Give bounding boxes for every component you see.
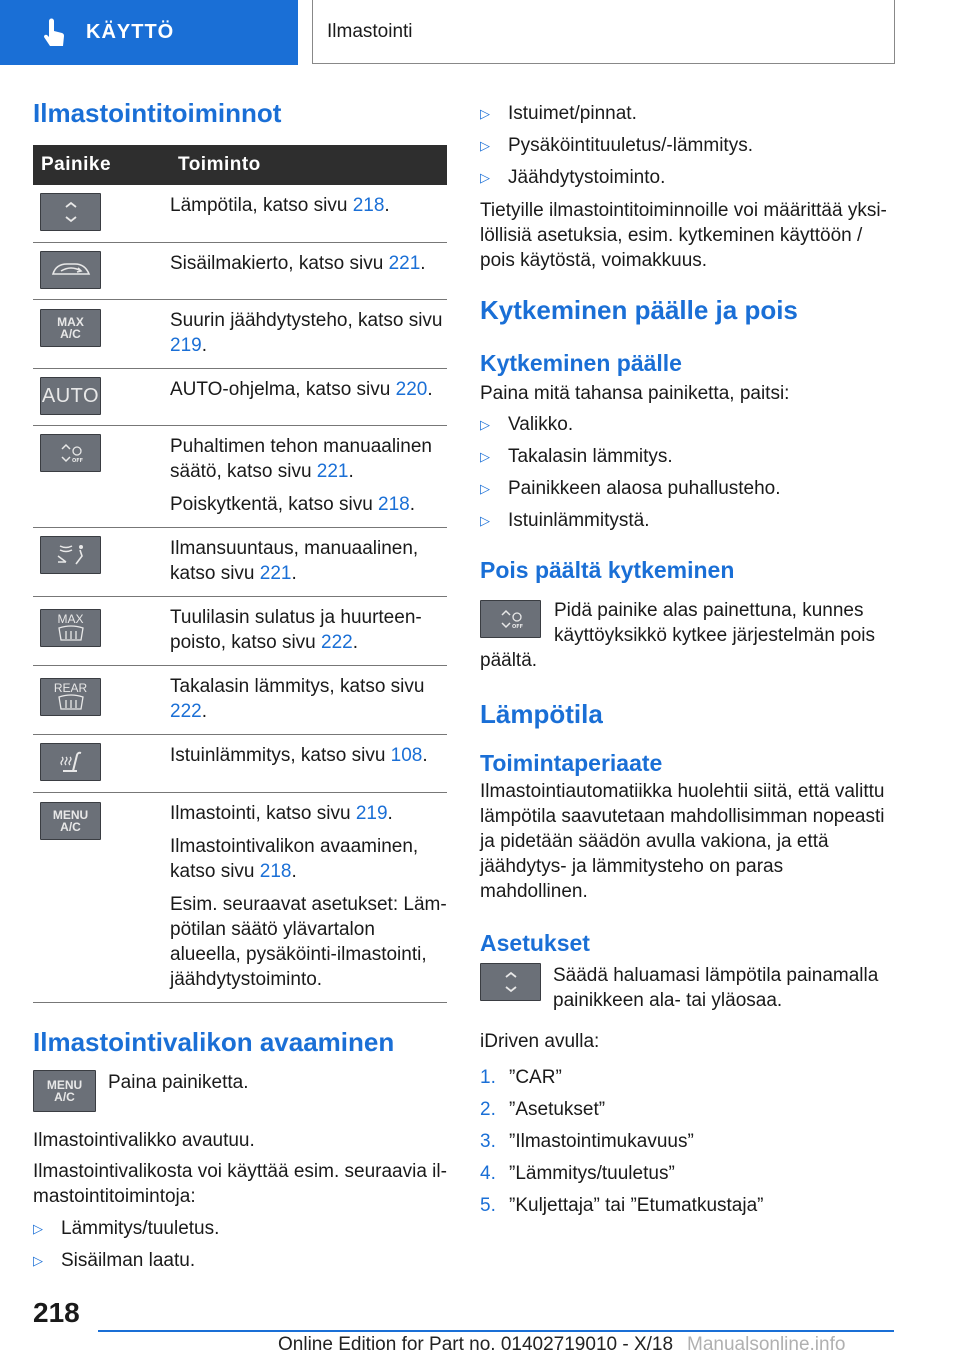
list-item-text: Pysäköintituuletus/-lämmitys. <box>508 135 753 156</box>
step-number: 5. <box>480 1195 496 1216</box>
button-cell <box>33 426 170 528</box>
step-text: ”CAR” <box>509 1067 562 1088</box>
svg-text:OFF: OFF <box>511 624 523 629</box>
function-description: Tuulilasin sulatus ja huurteenpoisto, katso sivu <box>170 607 422 653</box>
punctuation: . <box>420 253 426 274</box>
list-item <box>480 441 890 473</box>
page-link[interactable]: 221 <box>388 253 421 274</box>
edition-text: Online Edition for Part no. 01402719010 - X/18 <box>278 1334 674 1355</box>
page-link[interactable]: 218 <box>259 861 292 882</box>
bullet-triangle-icon: ▷ <box>480 417 490 432</box>
table-row <box>33 185 447 243</box>
temperature-key-icon <box>40 193 101 231</box>
function-description: Sisäilmakierto, katso sivu <box>170 253 389 274</box>
menu-opens-text: Ilmastointivalikko avautuu. <box>33 1130 255 1151</box>
function-text <box>170 674 447 724</box>
punctuation: . <box>387 803 393 824</box>
step-number: 4. <box>480 1163 496 1184</box>
press-button-text: Paina painiketta. <box>108 1072 249 1093</box>
function-cell <box>170 735 447 793</box>
step-item <box>480 1094 890 1126</box>
step-number: 2. <box>480 1099 496 1120</box>
bullet-triangle-icon: ▷ <box>480 449 490 464</box>
page-link[interactable]: 222 <box>170 701 202 722</box>
punctuation: . <box>291 563 297 584</box>
function-text <box>170 536 447 586</box>
right-column <box>480 98 890 1222</box>
function-description: Ilmansuuntaus, manuaalinen, katso sivu <box>170 538 419 584</box>
function-text <box>170 434 447 484</box>
function-text <box>170 743 447 768</box>
bullet-triangle-icon: ▷ <box>33 1253 43 1268</box>
list-item-text: Takalasin lämmitys. <box>508 446 673 467</box>
recirculation-key-icon <box>40 251 101 289</box>
button-cell <box>33 300 170 369</box>
switch-on-exceptions <box>480 409 890 537</box>
function-text <box>170 834 447 884</box>
bullet-triangle-icon: ▷ <box>480 170 490 185</box>
table-row <box>33 528 447 597</box>
punctuation: . <box>409 494 416 515</box>
air-distribution-key-icon <box>40 536 101 574</box>
list-item <box>480 505 890 537</box>
function-cell <box>170 369 447 426</box>
settings-text: Säädä haluamasi lämpötila painamalla painikkeen ala- tai yläosaa. <box>553 965 879 1011</box>
heading-settings: Asetukset <box>480 930 590 956</box>
function-description: Ilmastointivalikon avaaminen, katso sivu <box>170 836 419 882</box>
function-cell <box>170 528 447 597</box>
step-text: ”Lämmitys/tuuletus” <box>509 1163 675 1184</box>
button-cell <box>33 528 170 597</box>
switch-on-text: Paina mitä tahansa painiketta, paitsi: <box>480 383 790 404</box>
fan-off-key-icon <box>480 600 541 638</box>
rear-window-defrost-key-icon: REAR <box>40 678 101 716</box>
page-link[interactable]: 219 <box>170 335 202 356</box>
table-row <box>33 426 447 528</box>
function-description: Esim. seuraavat asetukset: Lämpötilan säätö ylävartalon alueella, pysäköinti-ilmastointi, jäähdytystoiminto. <box>170 894 447 990</box>
table-row <box>33 597 447 666</box>
function-text <box>170 308 447 358</box>
step-item <box>480 1062 890 1094</box>
button-cell <box>33 735 170 793</box>
function-text <box>170 605 447 655</box>
bullet-triangle-icon: ▷ <box>480 513 490 528</box>
step-item <box>480 1158 890 1190</box>
section-label: KÄYTTÖ <box>86 21 175 43</box>
table-row <box>33 735 447 793</box>
function-description: Istuinlämmitys, katso sivu <box>170 745 391 766</box>
watermark: Manualsonline.info <box>687 1334 846 1355</box>
function-table <box>33 145 447 1003</box>
punctuation: . <box>422 745 428 766</box>
left-column <box>33 98 447 1277</box>
bullet-triangle-icon: ▷ <box>480 106 490 121</box>
step-item <box>480 1126 890 1158</box>
list-item <box>480 130 890 162</box>
function-text <box>170 193 447 218</box>
function-description: AUTO-ohjelma, katso sivu <box>170 379 396 400</box>
page-link[interactable]: 222 <box>321 632 353 653</box>
list-item <box>480 473 890 505</box>
auto-key-icon: AUTO <box>40 377 101 415</box>
seat-heating-key-icon <box>40 743 101 781</box>
col-function-header: Toiminto <box>170 145 447 185</box>
button-cell <box>33 666 170 735</box>
fan-off-key-icon <box>40 434 101 472</box>
menu-function-list <box>33 1213 447 1277</box>
switch-off-text: Pidä painike alas painettuna, kunnes käyttöyksikkö kytkee järjestelmän pois päältä. <box>480 600 876 671</box>
punctuation: . <box>352 632 359 653</box>
button-cell <box>33 369 170 426</box>
table-row <box>33 243 447 300</box>
heading-on-off: Kytkeminen päälle ja pois <box>480 295 798 325</box>
bullet-triangle-icon: ▷ <box>33 1221 43 1236</box>
list-item-text: Istuinlämmitystä. <box>508 510 650 531</box>
page-link[interactable]: 221 <box>316 461 349 482</box>
function-text <box>170 377 447 402</box>
list-item <box>480 409 890 441</box>
heading-functions: Ilmastointitoiminnot <box>33 98 282 128</box>
function-description: Suurin jäähdytysteho, katso sivu <box>170 310 443 331</box>
list-item-text: Valikko. <box>508 414 574 435</box>
page-link[interactable]: 108 <box>390 745 423 766</box>
col-button-header: Painike <box>33 145 170 185</box>
punctuation: . <box>201 701 207 722</box>
page-link[interactable]: 218 <box>352 195 385 216</box>
function-text <box>170 892 447 992</box>
hand-pointer-icon <box>40 18 66 48</box>
step-number: 3. <box>480 1131 496 1152</box>
button-cell <box>33 597 170 666</box>
punctuation: . <box>384 195 390 216</box>
menu-ac-key-icon: MENU A/C <box>40 802 101 840</box>
table-row <box>33 793 447 1003</box>
function-text <box>170 492 447 517</box>
bullet-triangle-icon: ▷ <box>480 138 490 153</box>
switch-off-instruction <box>480 598 890 673</box>
function-cell <box>170 597 447 666</box>
open-menu-instruction <box>33 1070 447 1112</box>
menu-ac-key-icon: MENU A/C <box>33 1070 96 1112</box>
chapter-title: Ilmastointi <box>312 0 895 64</box>
table-row <box>33 369 447 426</box>
function-description: Ilmastointi, katso sivu <box>170 803 356 824</box>
settings-instruction <box>480 963 890 1013</box>
function-description: Poiskytkentä, katso sivu <box>170 494 379 515</box>
temperature-key-icon <box>480 963 541 1001</box>
page-number: 218 <box>33 1297 80 1328</box>
function-description: Takalasin lämmitys, katso sivu <box>170 676 425 697</box>
individual-settings-text: Tietyille ilmastointitoiminnoille voi määrittää yksilöllisiä asetuksia, esim. kytkeminen käyttöön / pois käytöstä, voimakkuus. <box>480 200 887 271</box>
step-text: ”Asetukset” <box>509 1099 606 1120</box>
max-ac-key-icon: MAX A/C <box>40 309 101 347</box>
page-link[interactable]: 218 <box>378 494 410 515</box>
list-item-text: Jäähdytystoiminto. <box>508 167 666 188</box>
button-cell <box>33 243 170 300</box>
function-cell <box>170 793 447 1003</box>
menu-functions-text: Ilmastointivalikosta voi käyttää esim. seuraavia ilmastointitoimintoja: <box>33 1161 447 1207</box>
section-tab <box>0 0 298 65</box>
svg-text:OFF: OFF <box>71 458 83 463</box>
table-row <box>33 666 447 735</box>
idrive-steps <box>480 1062 890 1222</box>
punctuation: . <box>427 379 433 400</box>
footer-divider <box>98 1330 894 1332</box>
heading-switch-off: Pois päältä kytkeminen <box>480 557 735 583</box>
function-cell <box>170 666 447 735</box>
punctuation: . <box>348 461 354 482</box>
list-item <box>33 1245 447 1277</box>
function-text <box>170 801 447 826</box>
punctuation: . <box>291 861 297 882</box>
heading-principle: Toimintaperiaate <box>480 750 663 776</box>
idrive-text: iDriven avulla: <box>480 1031 600 1052</box>
step-number: 1. <box>480 1067 496 1088</box>
punctuation: . <box>201 335 207 356</box>
page-link[interactable]: 220 <box>395 379 428 400</box>
step-text: ”Kuljettaja” tai ”Etumatkustaja” <box>509 1195 764 1216</box>
page-link[interactable]: 219 <box>355 803 388 824</box>
list-item <box>480 98 890 130</box>
list-item-text: Painikkeen alaosa puhallusteho. <box>508 478 781 499</box>
principle-text: Ilmastointiautomatiikka huolehtii siitä, että valittu lämpötila saavutetaan mahdollisimman nopeasti ja pidetään säädön avulla vakiona, ja että jäähdytys- ja lämmitysteho on paras mahdollinen. <box>480 781 885 902</box>
bullet-triangle-icon: ▷ <box>480 481 490 496</box>
function-cell <box>170 300 447 369</box>
function-cell <box>170 185 447 243</box>
function-cell <box>170 243 447 300</box>
heading-temperature: Lämpötila <box>480 699 603 729</box>
heading-open-menu: Ilmastointivalikon avaaminen <box>33 1027 395 1057</box>
button-cell <box>33 793 170 1003</box>
step-text: ”Ilmastointimukavuus” <box>509 1131 694 1152</box>
menu-function-list-cont <box>480 98 890 194</box>
list-item <box>33 1213 447 1245</box>
function-description: Lämpötila, katso sivu <box>170 195 353 216</box>
list-item-text: Istuimet/pinnat. <box>508 103 637 124</box>
function-text <box>170 251 447 276</box>
function-description: Puhaltimen tehon manuaalinen säätö, katso sivu <box>170 436 432 482</box>
button-cell <box>33 185 170 243</box>
list-item-text: Sisäilman laatu. <box>61 1250 196 1271</box>
list-item <box>480 162 890 194</box>
table-row <box>33 300 447 369</box>
page-link[interactable]: 221 <box>259 563 292 584</box>
windshield-defrost-key-icon: MAX <box>40 609 101 647</box>
heading-switch-on: Kytkeminen päälle <box>480 350 682 376</box>
step-item <box>480 1190 890 1222</box>
list-item-text: Lämmitys/tuuletus. <box>61 1218 220 1239</box>
function-cell <box>170 426 447 528</box>
